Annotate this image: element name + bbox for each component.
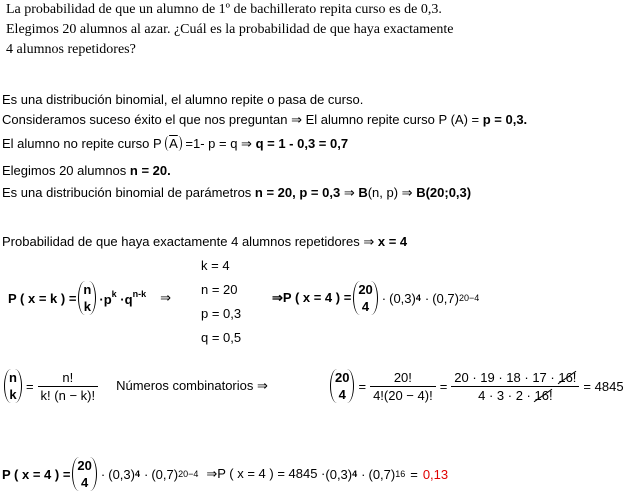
combinatorial-definition: n k = $\frac{n!}{k! (n - k)!}$ Números combinatorios ⇒ xyxy=(4,364,268,408)
exact-line xyxy=(2,234,407,250)
final-coef-20: 20 xyxy=(77,458,92,473)
explanation-line-4 xyxy=(2,163,171,178)
problem-line-1: La probabilidad de que un alumno de 1º de bachillerato repita curso es de 0,3. xyxy=(6,2,442,17)
binomial-b-2: B xyxy=(416,185,426,200)
exp-20-4: 20−4 xyxy=(458,293,480,303)
rhs-lhs: ⇒P ( x = 4 ) = xyxy=(272,290,352,305)
final-mid: ⇒P ( x = 4 ) = 4845 · xyxy=(206,466,326,481)
formula-lhs: P ( x = k ) = xyxy=(8,290,77,306)
formula-p: p xyxy=(103,292,112,307)
param-n: n = 20 xyxy=(201,282,238,297)
fraction-1-num: 20! xyxy=(370,370,436,387)
combinatorial-nk xyxy=(4,369,22,403)
comb-20: 20 xyxy=(335,370,350,385)
explanation-line-5-text: Es una distribución binomial de parámetros xyxy=(2,185,255,200)
final-coef-4: 4 xyxy=(81,475,89,490)
comb-4: 4 xyxy=(338,387,346,402)
fraction-num: n! xyxy=(38,370,99,387)
base-07: (0,7) xyxy=(432,290,459,306)
cancelled-16-num: 16! xyxy=(558,369,577,385)
comb-n: n xyxy=(9,370,17,385)
q-value: q = 1 - 0,3 = 0,7 xyxy=(255,136,349,151)
comb-20-4 xyxy=(330,369,354,403)
final-base-07: (0,7) xyxy=(151,466,179,482)
fraction-1-den: 4!(20 − 4)! xyxy=(373,387,433,403)
fraction-2 xyxy=(451,370,579,403)
arrow-1: ⇒ xyxy=(340,185,359,200)
factorial-fraction xyxy=(38,370,99,403)
exp-4: 4 xyxy=(415,293,421,303)
fraction-den: k! (n − k)! xyxy=(40,387,96,403)
param-k: k = 4 xyxy=(201,258,230,273)
binomial-b-1: B xyxy=(358,185,368,200)
explanation-line-3-text: El alumno no repite curso P xyxy=(2,136,162,151)
final-eq: = xyxy=(410,466,418,482)
coef-n: n xyxy=(83,282,92,297)
explanation-line-1: Es una distribución binomial, el alumno repite o pasa de curso. xyxy=(2,92,364,107)
binomial-coefficient-nk xyxy=(78,281,96,315)
explanation-line-3 xyxy=(2,136,348,152)
combinatorial-result: = 4845 xyxy=(583,378,624,394)
final-exp-20-4: 20−4 xyxy=(178,469,199,479)
x-value: x = 4 xyxy=(377,234,408,249)
comb-k: k xyxy=(9,387,17,402)
fraction-2-den-text: 4 · 3 · 2 · xyxy=(478,387,535,403)
binomial-specific: (20;0,3) xyxy=(425,185,472,200)
combinatorial-label: Números combinatorios ⇒ xyxy=(116,378,268,393)
problem-line-2: Elegimos 20 alumnos al azar. ¿Cuál es la probabilidad de que haya exactamente xyxy=(6,22,454,37)
final-base-03-b: (0,3) xyxy=(325,466,353,482)
final-exp-4: 4 xyxy=(134,469,140,479)
final-answer: 0,13 xyxy=(422,466,449,482)
combinatorial-calculation: 20 4 = $\frac{20!}{4!(20 - 4)!}$ = $\frac{20 \cdot 19 \cdot 18 \cdot 17 \cdot 16!}{4 \cdot 3 \cdot 2 \cdot 16!}$ = 4845 xyxy=(330,364,624,408)
binomial-formula: P ( x = k ) = n k $\cdot p^k \cdot q^{n-k}$ ⇒ xyxy=(8,282,171,314)
coef-k: k xyxy=(83,299,92,314)
final-lhs: P ( x = 4 ) = xyxy=(2,466,71,482)
formula-p-exp: k xyxy=(111,289,117,299)
problem-line-3: 4 alumnos repetidores? xyxy=(6,42,136,57)
final-coef xyxy=(72,457,96,491)
probability-x4-formula: ⇒P ( x = 4 ) = 20 4 · (0,3) 4 · (0,7) 20−4 xyxy=(272,282,480,314)
final-exp-4-b: 4 xyxy=(352,469,358,479)
final-base-03: (0,3) xyxy=(108,466,135,482)
fraction-1 xyxy=(370,370,436,403)
final-result: P ( x = 4 ) = 20 4 · (0,3) 4 · (0,7) 20−4 ⇒P ( x = 4 ) = 4845 · (0,3) 4 · (0,7) 16 = 0,13 xyxy=(2,458,449,490)
formula-arrow: ⇒ xyxy=(160,290,171,305)
formula-q-exp: n-k xyxy=(132,289,147,299)
base-03: (0,3) xyxy=(389,290,416,306)
exact-text: Probabilidad de que haya exactamente 4 alumnos repetidores ⇒ xyxy=(2,234,378,249)
fraction-2-num xyxy=(451,370,579,387)
formula-q: q xyxy=(124,292,133,307)
explanation-line-5 xyxy=(2,185,471,201)
binomial-generic: (n, p) xyxy=(367,185,399,200)
param-q: q = 0,5 xyxy=(201,330,242,345)
arrow-2: ⇒ xyxy=(398,185,417,200)
complement-a: $\overline{A}$ xyxy=(169,136,178,151)
explanation-line-2 xyxy=(2,112,527,128)
explanation-line-4-text: Elegimos 20 alumnos xyxy=(2,163,130,178)
coef-20: 20 xyxy=(358,282,373,297)
explanation-line-2-text: Consideramos suceso éxito el que nos preguntan ⇒ El alumno repite curso P (A) = xyxy=(2,112,483,127)
n-value: n = 20. xyxy=(129,163,171,178)
final-base-07-b: (0,7) xyxy=(368,466,396,482)
cancelled-16-den: 16! xyxy=(534,387,553,403)
param-p: p = 0,3 xyxy=(201,306,242,321)
fraction-2-num-text: 20 · 19 · 18 · 17 · xyxy=(454,369,559,385)
fraction-2-den xyxy=(451,387,579,403)
complement-event xyxy=(165,136,182,151)
final-exp-16: 16 xyxy=(395,469,406,479)
binomial-coefficient-20-4 xyxy=(353,281,377,315)
parameter-list xyxy=(201,254,241,350)
p-value: p = 0,3. xyxy=(482,112,528,127)
parameters: n = 20, p = 0,3 xyxy=(254,185,341,200)
explanation-line-3-mid: =1- p = q ⇒ xyxy=(185,136,252,151)
coef-4: 4 xyxy=(361,299,370,314)
